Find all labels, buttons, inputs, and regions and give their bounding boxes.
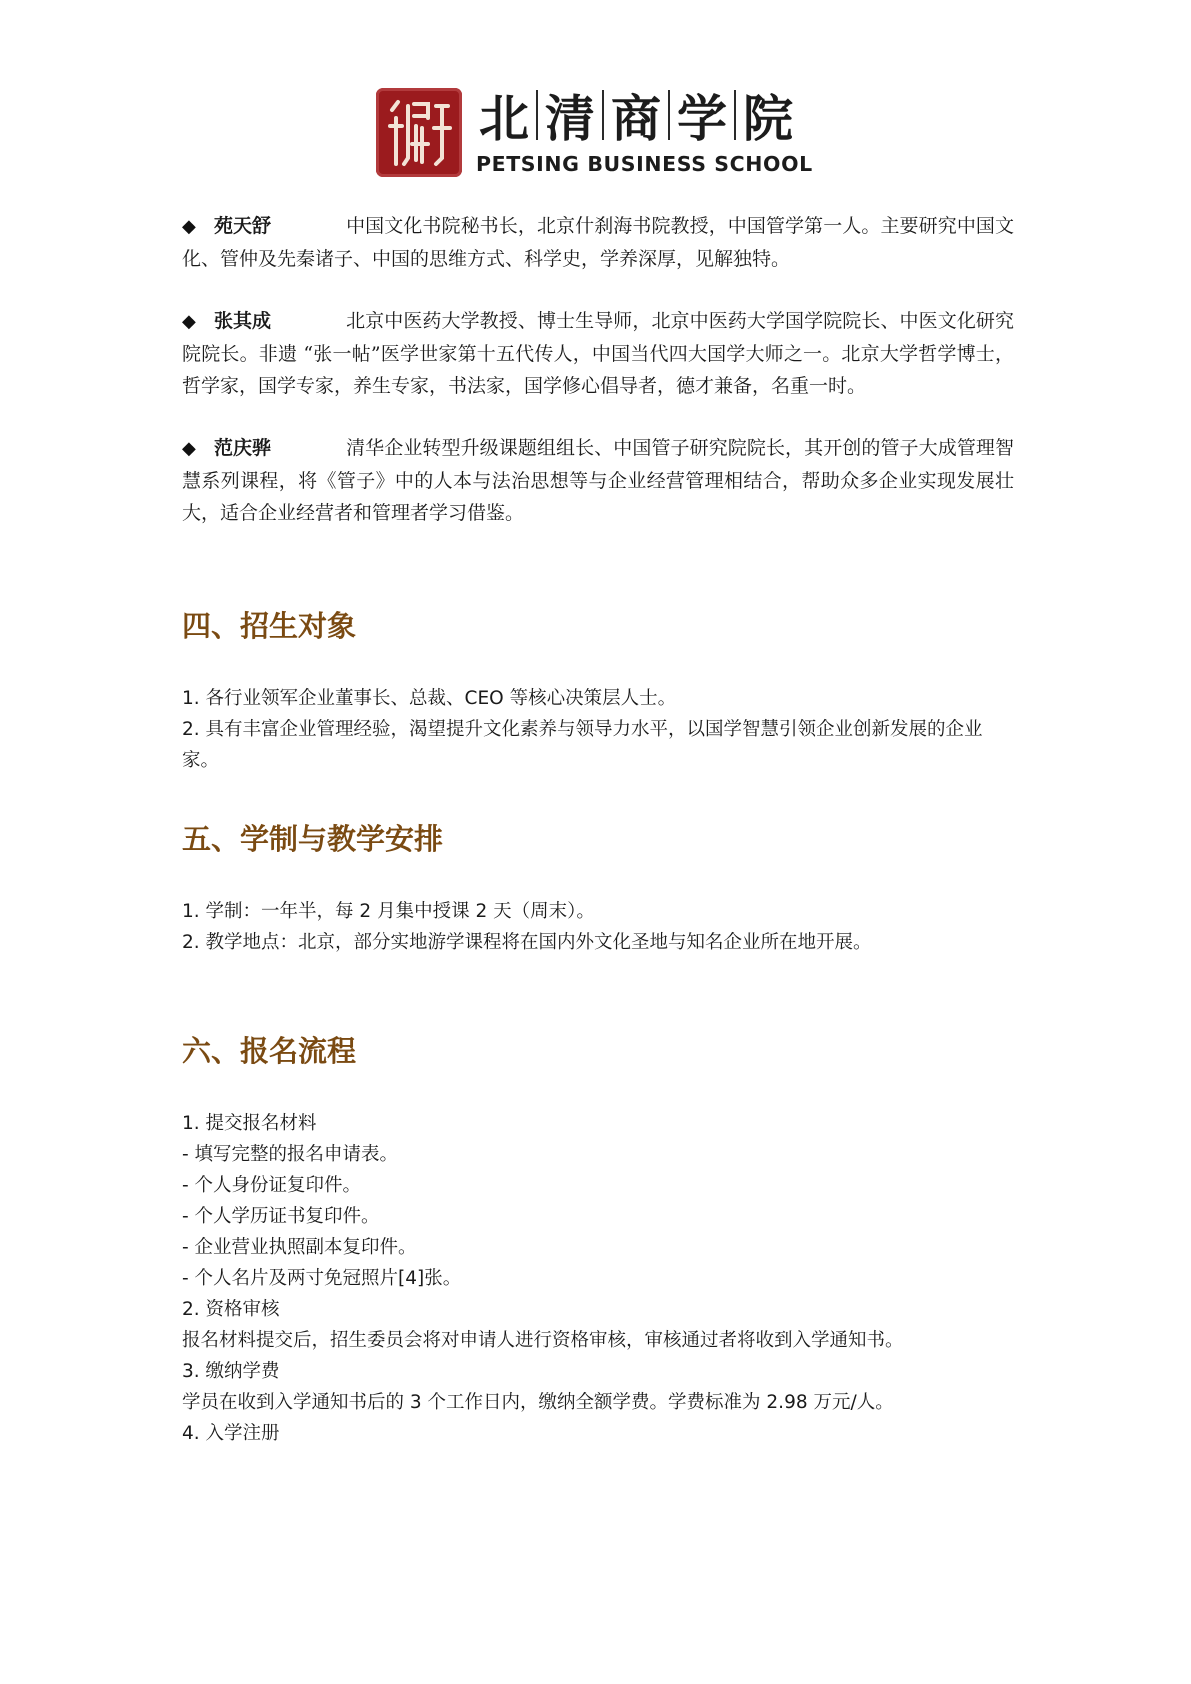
faculty-description: 清华企业转型升级课题组组长、中国管子研究院院长，其开创的管子大成管理智慧系列课程，将《管子》中的人本与法治思想等与企业经营管理相结合，帮助众多企业实现发展壮大，适合企业经营者和管理者学习借鉴。 xyxy=(182,437,1014,524)
list-item: 2. 具有丰富企业管理经验，渴望提升文化素养与领导力水平，以国学智慧引领企业创新发展的企业家。 xyxy=(182,719,983,771)
faculty-entry xyxy=(182,432,1014,529)
faculty-name: 苑天舒 xyxy=(214,215,272,237)
faculty-name: 张其成 xyxy=(214,310,272,332)
list-item: 2. 资格审核 xyxy=(182,1299,280,1320)
list-item: 2. 教学地点：北京，部分实地游学课程将在国内外文化圣地与知名企业所在地开展。 xyxy=(182,932,872,953)
faculty-description: 北京中医药大学教授、博士生导师，北京中医药大学国学院院长、中医文化研究院院长。非遗 “张一帖”医学世家第十五代传人，中国当代四大国学大师之一。北京大学哲学博士，哲学家，国学专家，养生专家，书法家，国学修心倡导者，德才兼备，名重一时。 xyxy=(182,310,1014,397)
logo-char: 清 xyxy=(545,90,595,148)
list-item: 1. 提交报名材料 xyxy=(182,1113,317,1134)
logo-divider xyxy=(734,90,736,140)
list-item: 3. 缴纳学费 xyxy=(182,1361,280,1382)
logo-char: 商 xyxy=(611,90,661,148)
list-item: - 填写完整的报名申请表。 xyxy=(182,1144,399,1165)
logo-divider xyxy=(602,90,604,140)
logo-divider xyxy=(536,90,538,140)
section-list xyxy=(182,683,1014,776)
logo-char: 学 xyxy=(677,90,727,148)
school-logo xyxy=(376,86,836,182)
list-item: - 企业营业执照副本复印件。 xyxy=(182,1237,417,1258)
list-item: - 个人身份证复印件。 xyxy=(182,1175,362,1196)
faculty-entry xyxy=(182,210,1014,275)
list-item: 报名材料提交后，招生委员会将对申请人进行资格审核，审核通过者将收到入学通知书。 xyxy=(182,1330,904,1351)
section-heading: 五、学制与教学安排 xyxy=(182,822,444,856)
logo-char: 北 xyxy=(479,90,529,148)
diamond-bullet-icon: ◆ xyxy=(182,311,196,332)
logo-english-name: PETSING BUSINESS SCHOOL xyxy=(476,152,813,176)
logo-divider xyxy=(668,90,670,140)
diamond-bullet-icon: ◆ xyxy=(182,216,196,237)
list-item: 1. 学制：一年半，每 2 月集中授课 2 天（周末）。 xyxy=(182,901,595,922)
faculty-description: 中国文化书院秘书长，北京什刹海书院教授，中国管学第一人。主要研究中国文化、管仲及先秦诸子、中国的思维方式、科学史，学养深厚，见解独特。 xyxy=(182,215,1014,270)
seal-logo-icon xyxy=(376,88,462,177)
logo-chinese-name xyxy=(476,86,796,148)
list-item: - 个人名片及两寸免冠照片[4]张。 xyxy=(182,1268,462,1289)
document-body xyxy=(182,210,1014,1449)
logo-char: 院 xyxy=(743,90,793,148)
list-item: 4. 入学注册 xyxy=(182,1423,280,1444)
list-item: 1. 各行业领军企业董事长、总裁、CEO 等核心决策层人士。 xyxy=(182,688,677,709)
section-heading: 四、招生对象 xyxy=(182,609,357,643)
section-heading: 六、报名流程 xyxy=(182,1034,357,1068)
diamond-bullet-icon: ◆ xyxy=(182,438,196,459)
faculty-name: 范庆骅 xyxy=(214,437,272,459)
list-item: - 个人学历证书复印件。 xyxy=(182,1206,380,1227)
section-list xyxy=(182,896,1014,958)
list-item: 学员在收到入学通知书后的 3 个工作日内，缴纳全额学费。学费标准为 2.98 万元/人。 xyxy=(182,1392,894,1413)
faculty-entry xyxy=(182,305,1014,402)
section-list xyxy=(182,1108,1014,1449)
